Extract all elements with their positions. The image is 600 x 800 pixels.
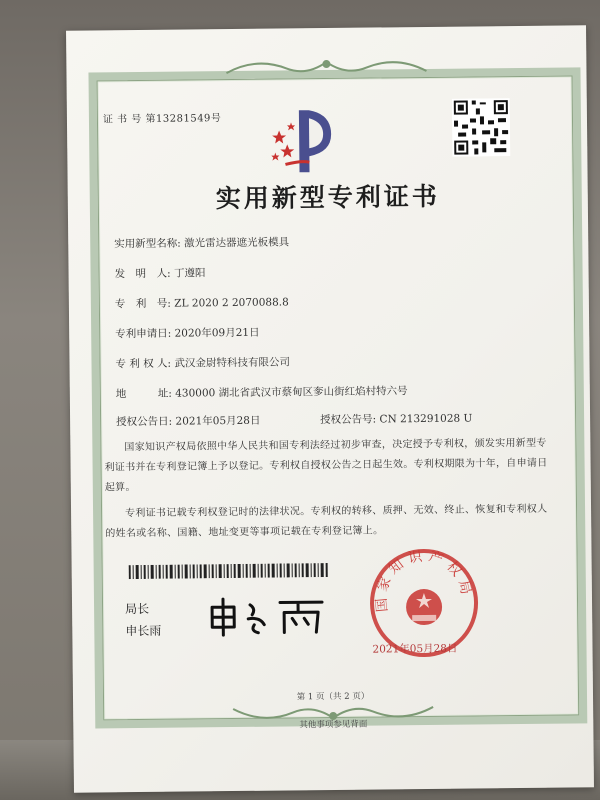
field-label: 专利申请日:	[115, 327, 172, 341]
director-name: 申长雨	[125, 623, 162, 639]
field-utility-model-name	[114, 234, 289, 251]
field-value: CN 213291028 U	[379, 412, 473, 426]
cnipa-logo-icon	[265, 100, 346, 181]
field-label: 授权公告号:	[320, 413, 377, 427]
patent-certificate	[66, 25, 594, 792]
field-value: 武汉金尉特科技有限公司	[174, 356, 290, 370]
seal-text: 国家知识产权局	[373, 548, 475, 613]
field-announcement-number	[320, 411, 472, 428]
field-value: 丁遵阳	[173, 267, 206, 280]
handwritten-signature	[204, 594, 332, 637]
field-label: 发 明 人:	[114, 267, 171, 281]
qr-code-icon	[452, 98, 511, 157]
field-patent-number	[115, 294, 289, 311]
barcode-icon	[129, 563, 329, 579]
field-label: 实用新型名称:	[114, 237, 181, 251]
seal-date: 2021年05月28日	[372, 642, 458, 656]
grant-statement-paragraph: 国家知识产权局依照中华人民共和国专利法经过初步审查，决定授予专利权，颁发实用新型专利证书并在专利登记簿上予以登记。专利权自授权公告之日起生效。专利权期限为十年，自申请日起算。	[104, 437, 548, 494]
field-label: 授权公告日:	[116, 415, 173, 429]
legal-status-paragraph: 专利证书记载专利权登记时的法律状况。专利权的转移、质押、无效、终止、恢复和专利权人的姓名或名称、国籍、地址变更等事项记载在专利登记簿上。	[105, 503, 548, 540]
field-value: 2020年09月21日	[174, 326, 260, 340]
field-application-date	[115, 325, 259, 342]
field-label: 地 址:	[115, 387, 172, 401]
field-value: 激光雷达器遮光板模具	[184, 236, 290, 250]
field-address	[116, 383, 408, 401]
field-inventor	[114, 265, 205, 281]
field-label: 专 利 号:	[114, 297, 171, 311]
field-patentee	[115, 354, 290, 371]
page-indicator: 第 1 页（共 2 页）	[296, 691, 370, 703]
field-value: ZL 2020 2 2070088.8	[174, 296, 289, 310]
field-value: 2021年05月28日	[175, 414, 261, 428]
field-value: 430000 湖北省武汉市蔡甸区奓山街红焰村特六号	[175, 385, 408, 400]
certificate-number: 证 书 号 第13281549号	[102, 113, 222, 126]
footer-note: 其他事项参见背面	[299, 719, 368, 731]
field-grant-date	[116, 413, 260, 430]
director-title: 局长	[125, 601, 150, 617]
certificate-title: 实用新型专利证书	[215, 181, 440, 214]
field-label: 专 利 权 人:	[115, 357, 172, 371]
top-ornament	[216, 53, 436, 79]
